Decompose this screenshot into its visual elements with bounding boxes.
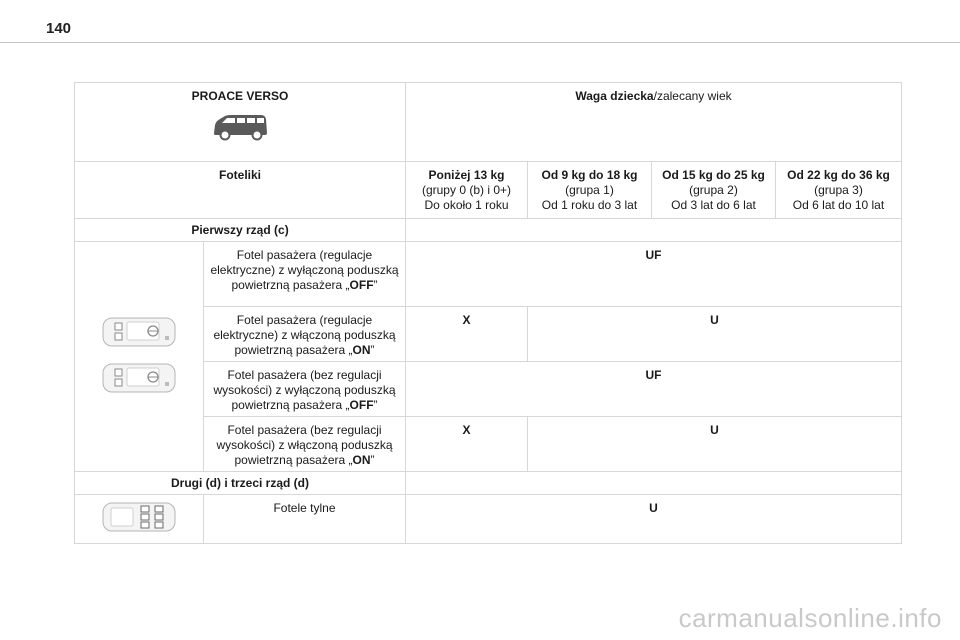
suitability-value: X bbox=[406, 417, 528, 472]
empty-cell bbox=[406, 472, 902, 495]
group-age: Do około 1 roku bbox=[424, 198, 509, 212]
car-top-rear-seats-icon bbox=[79, 500, 199, 538]
header-divider bbox=[0, 42, 960, 43]
seat-option-label: Fotel pasażera (regulacje elektryczne) z wyłączoną poduszką powietrzną pasażera „OFF” bbox=[204, 242, 406, 307]
seat-option-label: Fotel pasażera (regulacje elektryczne) z włączoną poduszką powietrzną pasażera „ON” bbox=[204, 307, 406, 362]
group-number: (grupy 0 (b) i 0+) bbox=[421, 183, 512, 197]
group-age: Od 6 lat do 10 lat bbox=[792, 198, 885, 212]
suitability-value: U bbox=[406, 495, 902, 544]
rear-seat-icon-cell bbox=[75, 495, 204, 544]
group-number: (grupa 3) bbox=[814, 183, 863, 197]
airbag-state: OFF bbox=[349, 398, 374, 412]
suitability-value: U bbox=[528, 417, 902, 472]
rear-rows-title: Drugi (d) i trzeci rząd (d) bbox=[75, 472, 406, 495]
seats-label: Foteliki bbox=[75, 162, 406, 219]
van-side-icon bbox=[79, 113, 401, 145]
suitability-value: UF bbox=[406, 362, 902, 417]
airbag-state: ON bbox=[352, 453, 371, 467]
weight-title: Waga dziecka bbox=[575, 89, 654, 103]
model-name: PROACE VERSO bbox=[191, 89, 289, 103]
group-age: Od 1 roku do 3 lat bbox=[541, 198, 638, 212]
seat-option-label: Fotel pasażera (bez regulacji wysokości) z wyłączoną poduszką powietrzną pasażera „OFF” bbox=[204, 362, 406, 417]
front-seat-icon-cell bbox=[75, 242, 204, 472]
suitability-value: U bbox=[528, 307, 902, 362]
empty-cell bbox=[406, 219, 902, 242]
weight-header-cell bbox=[406, 83, 902, 162]
seat-option-label: Fotel pasażera (bez regulacji wysokości) z włączoną poduszką powietrzną pasażera „ON” bbox=[204, 417, 406, 472]
group-number: (grupa 1) bbox=[565, 183, 614, 197]
airbag-state: OFF bbox=[349, 278, 374, 292]
rear-seats-label: Fotele tylne bbox=[204, 495, 406, 544]
group-title: Poniżej 13 kg bbox=[428, 168, 505, 182]
suitability-value: UF bbox=[406, 242, 902, 307]
group-age: Od 3 lat do 6 lat bbox=[671, 198, 756, 212]
group-title: Od 22 kg do 36 kg bbox=[787, 168, 890, 182]
suitability-value: X bbox=[406, 307, 528, 362]
car-top-front-seat-icon bbox=[79, 315, 199, 353]
weight-title-suffix: /zalecany wiek bbox=[653, 89, 732, 103]
car-top-front-seat-icon bbox=[79, 361, 199, 399]
model-header-cell bbox=[75, 83, 406, 162]
group-number: (grupa 2) bbox=[689, 183, 738, 197]
child-seat-table bbox=[74, 82, 902, 544]
airbag-state: ON bbox=[352, 343, 371, 357]
group-title: Od 9 kg do 18 kg bbox=[541, 168, 638, 182]
group-cell-0 bbox=[406, 162, 528, 219]
group-cell-3 bbox=[776, 162, 902, 219]
group-cell-1 bbox=[528, 162, 652, 219]
page-number: 140 bbox=[46, 20, 72, 37]
group-cell-2 bbox=[652, 162, 776, 219]
watermark: carmanualsonline.info bbox=[678, 603, 942, 633]
first-row-title: Pierwszy rząd (c) bbox=[75, 219, 406, 242]
group-title: Od 15 kg do 25 kg bbox=[662, 168, 765, 182]
